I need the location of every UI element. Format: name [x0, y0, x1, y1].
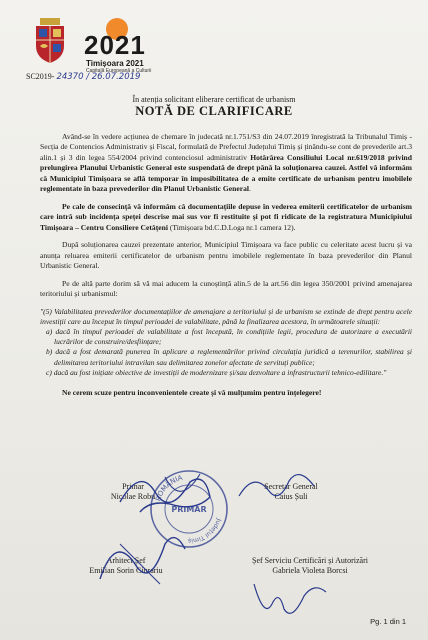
architect-signature-scribble: [90, 524, 190, 594]
city-logo: [26, 14, 176, 74]
paragraph-1: [40, 132, 412, 195]
quote-item-b: b) dacă a fost demarată punerea în aplicare a reglementărilor privind circulația juridică a terenurilor, stabilirea și delimitarea teritoriului intravilan sau delimitarea zonelor afectate de servituți publice;: [46, 347, 412, 367]
logo-city: Timișoara 2021: [86, 59, 144, 68]
logo-year: 2021: [84, 30, 146, 60]
paragraph-2: [40, 202, 412, 233]
apology-line: Ne cerem scuze pentru inconvenientele create și vă mulțumim pentru înțelegere!: [62, 387, 322, 397]
registration-prefix: SC2019-: [26, 72, 55, 81]
paragraph-1-intro: Având-se în vedere acțiunea de chemare în judecată nr.1.751/S3 din 24.07.2019 înregistrată la Tribunalul Timiș - Secția de Contencios Administrativ și Fiscal, formulată de Prefectul Județului Timiș și ținându-se cont de prevederile art.3 alin.1 și 3 din legea 554/2004 privind contenciosul administrativ: [40, 132, 412, 162]
paragraph-4: Pe de altă parte dorim să vă mai aducem la cunoștință alin.5 de la art.56 din legea 350/2001 privind amenajarea teritoriului și urbanismul:: [40, 278, 412, 299]
stamp-text-top: ROMÂNIA: [154, 473, 184, 503]
mayor-title: Primar: [122, 482, 144, 491]
paragraph-1-end: .: [249, 184, 251, 194]
mayor-name: Nicolae Robu: [110, 492, 156, 502]
page-number: Pg. 1 din 1: [370, 617, 406, 626]
paragraph-2-emphasis: Pe cale de consecință vă informăm că documentațiile depuse în vederea emiterii certificatelor de urbanism care intră sub incidența speței descrise mai sus vor fi restituite și pot fi ridicate de la registratura Municipiului Timișoara – Centru Consiliere Cetățeni: [40, 201, 412, 232]
coat-of-arms-icon: [32, 18, 68, 64]
logo-tagline: Capitală Europeană a Culturii: [86, 68, 152, 74]
stamp-text-center: PRIMAR: [171, 505, 207, 514]
registration-number: [26, 72, 140, 82]
architect-name: Emilian Sorin Ciurariu: [89, 566, 163, 576]
secretary-name: Caius Șuli: [274, 492, 308, 502]
secretary-signature-scribble: [234, 466, 324, 506]
quote-item-c: c) dacă au fost inițiate obiective de investiții de modernizare și/sau dezvoltare a infrastructurii tehnico-edilitare.": [46, 367, 387, 377]
architect-title: Arhitect Șef: [106, 556, 146, 565]
service-signature-scribble: [244, 574, 334, 624]
quote-intro: "(5) Valabilitatea prevederilor documentațiilor de amenajare a teritoriului și de urbanism se extinde de drept pentru acele investiții care au început în timpul perioadei de valabilitate, până la finalizarea acestora, în următoarele situații:: [40, 306, 412, 326]
document-body: [40, 132, 412, 405]
attention-line: În atenția solicitant eliberare certificat de urbanism: [132, 95, 296, 104]
law-quote: [40, 307, 412, 378]
service-title: Șef Serviciu Certificări și Autorizări: [252, 556, 368, 565]
paragraph-1-emphasis: Hotărârea Consiliului Local nr.619/2018 privind prelungirea Planului Urbanistic General este suspendată de drept până la soluționarea cauzei. Astfel vă informăm că Municipiul Timișoara se află temporar în imposibilitatea de a emite certificate de urbanism pentru imobilele reglementate în baza prevederilor din Planul Urbanistic General: [40, 152, 413, 194]
service-name: Gabriela Violeta Borcsi: [272, 566, 348, 576]
registration-handwritten: 24370 / 26.07.2019: [56, 72, 141, 82]
mayor-signature-scribble: [110, 462, 230, 522]
paragraph-3: După soluționarea cauzei prezentate anterior, Municipiul Timișoara va face public cu celeritate acest lucru și va anunța reluarea emiterii certificatelor de urbanism pentru imobilele reglementate în baza prevederilor din Planul Urbanistic General.: [40, 240, 412, 271]
stamp-text-side: Județul Timiș: [187, 517, 223, 545]
paragraph-2-address: (Timișoara bd.C.D.Loga nr.1 camera 12).: [167, 222, 296, 232]
document-title: NOTĂ DE CLARIFICARE: [135, 104, 293, 118]
quote-item-a: a) dacă în timpul perioadei de valabilitate a fost începută, în condițiile legii, procedura de autorizare a executării lucrărilor de construire/desființare;: [46, 326, 412, 347]
secretary-title: Secretar General: [264, 482, 318, 491]
